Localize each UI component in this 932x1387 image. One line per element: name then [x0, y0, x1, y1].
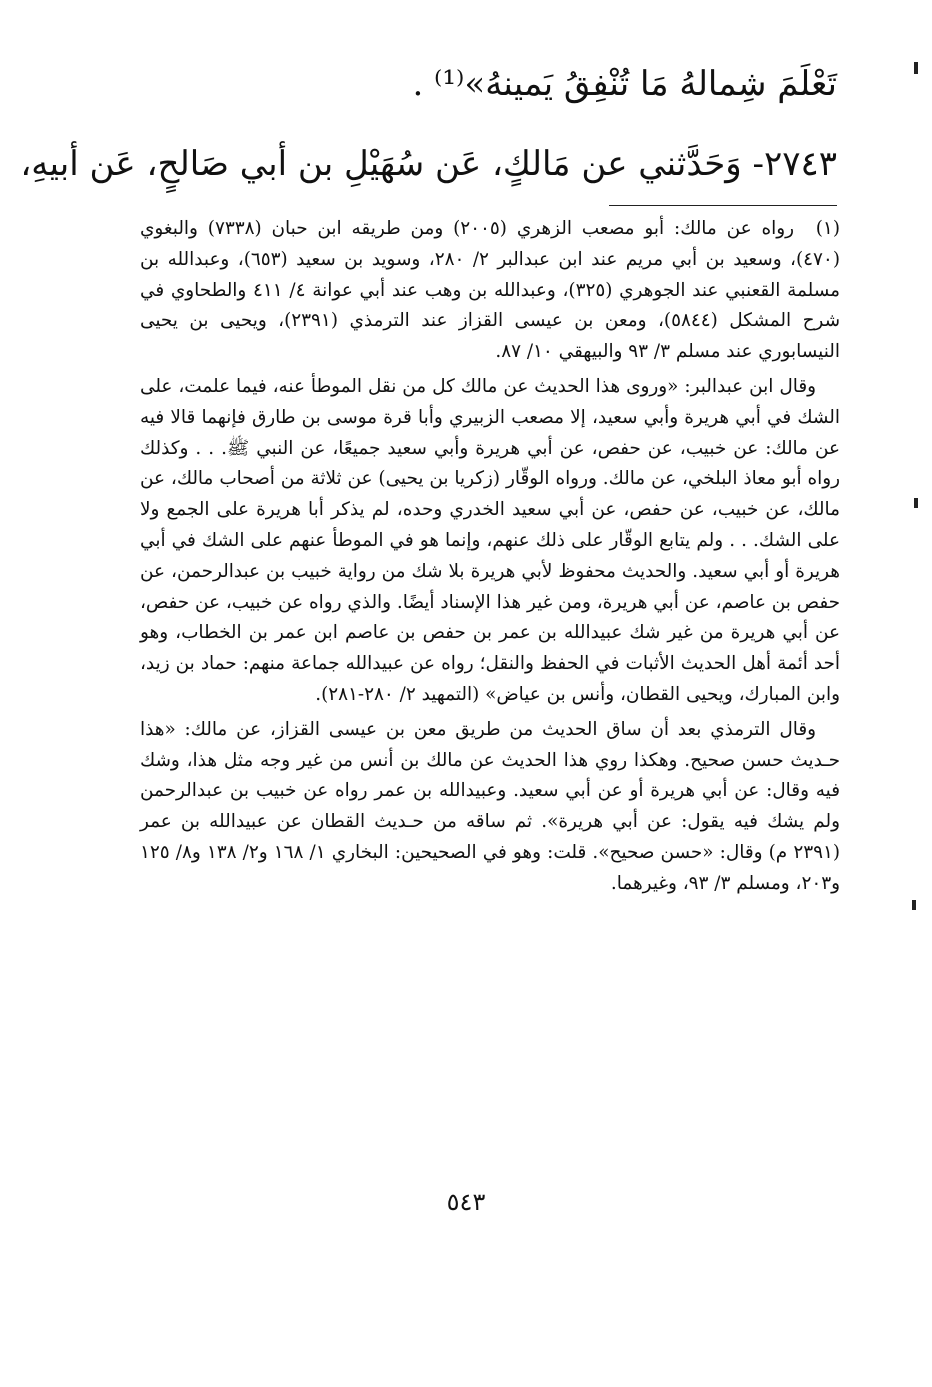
page-number: ٥٤٣ [446, 1188, 486, 1216]
margin-mark [914, 498, 918, 508]
footnotes-section [140, 214, 840, 900]
footnote-paragraph: وقال ابن عبدالبر: «وروى هذا الحديث عن مالك كل من نقل الموطأ عنه، فيما علمت، على الشك في أبي هريرة وأبي سعيد، إلا مصعب الزبيري وأبا قرة موسى بن طارق فإنهما قالا فيه عن مالك: عن خبيب، عن حفص، عن أبي هريرة وأبي سعيد جميعًا، عن النبي ﷺ. . . وكذلك رواه أبو معاذ البلخي، عن مالك. ورواه الوقّار (زكريا بن يحيى) عن ثلاثة من أصحاب مالك، عن مالك، عن خبيب، عن حفص، عن أبي سعيد الخدري وحده، لم يذكر أبا هريرة على الجمع ولا على الشك. . . ولم يتابع الوقّار على ذلك عنهم، وإنما هو في الموطأ عنهم على الشك في أبي هريرة أو أبي سعيد. والحديث محفوظ لأبي هريرة بلا شك من رواية خبيب بن عبدالرحمن، عن حفص بن عاصم، عن أبي هريرة، ومن غير هذا الإسناد أيضًا. والذي رواه عن خبيب، عن حفص، عن أبي هريرة من غير شك عبيدالله بن عمر بن حفص بن عاصم ابن عمر بن الخطاب، وهو أحد أئمة أهل الحديث الأثبات في الحفظ والنقل؛ رواه عن عبيدالله جماعة منهم: حماد بن زيد، وابن المبارك، ويحيى القطان، وأنس بن عياض» (التمهيد ٢/ ٢٨٠-٢٨١). [140, 375, 840, 705]
footnote-paragraph: وقال الترمذي بعد أن ساق الحديث من طريق معن بن عيسى القزاز، عن مالك: «هذا حـديث حسن صحيح. وهكذا روي هذا الحديث عن مالك بن أنس من غير وجه مثل هذا، وشك فيه وقال: عن أبي هريرة أو عن أبي سعيد. وعبيدالله بن عمر رواه عن خبيب بن عبدالرحمن ولم يشك فيه يقول: عن أبي هريرة». ثم ساقه من حـديث القطان عن عبيدالله بن عمر (٢٣٩١ م) وقال: «حسن صحيح». قلت: وهو في الصحيحين: البخاري ١/ ١٦٨ و٢/ ١٣٨ و٨/ ١٢٥ و٢٠٣، ومسلم ٣/ ٩٣، وغيرهما. [140, 718, 841, 894]
footnote-divider [609, 205, 837, 206]
main-text-line-2: ٢٧٤٣- وَحَدَّثني عن مَالكٍ، عَن سُهَيْلِ بن أبي صَالحٍ، عَن أبيهِ، [20, 144, 837, 184]
footnote-paragraph [140, 214, 840, 368]
margin-mark [912, 900, 916, 910]
footnote-text: رواه عن مالك: أبو مصعب الزهري (٢٠٠٥) ومن طريقه ابن حبان (٧٣٣٨) والبغوي (٤٧٠)، وسعيد بن أبي مريم عند ابن عبدالبر ٢/ ٢٨٠، وسويد بن سعيد (٦٥٣)، وعبدالله بن مسلمة القعنبي عند الجوهري (٣٢٥)، وعبدالله بن وهب عند أبي عوانة ٤/ ٤١١ والطحاوي في شرح المشكل (٥٨٤٤)، ومعن بن عيسى القزاز عند الترمذي (٢٣٩١)، ويحيى بن يحيى النيسابوري عند مسلم ٣/ ٩٣ والبيهقي ١٠/ ٨٧. [140, 218, 840, 363]
main-text-line-1: تَعْلَمَ شِمالهُ مَا تُنْفِقُ يَمينهُ»⁽¹⁾ . [412, 64, 837, 104]
margin-mark [914, 62, 918, 74]
footnote-number: (١) [815, 218, 840, 239]
